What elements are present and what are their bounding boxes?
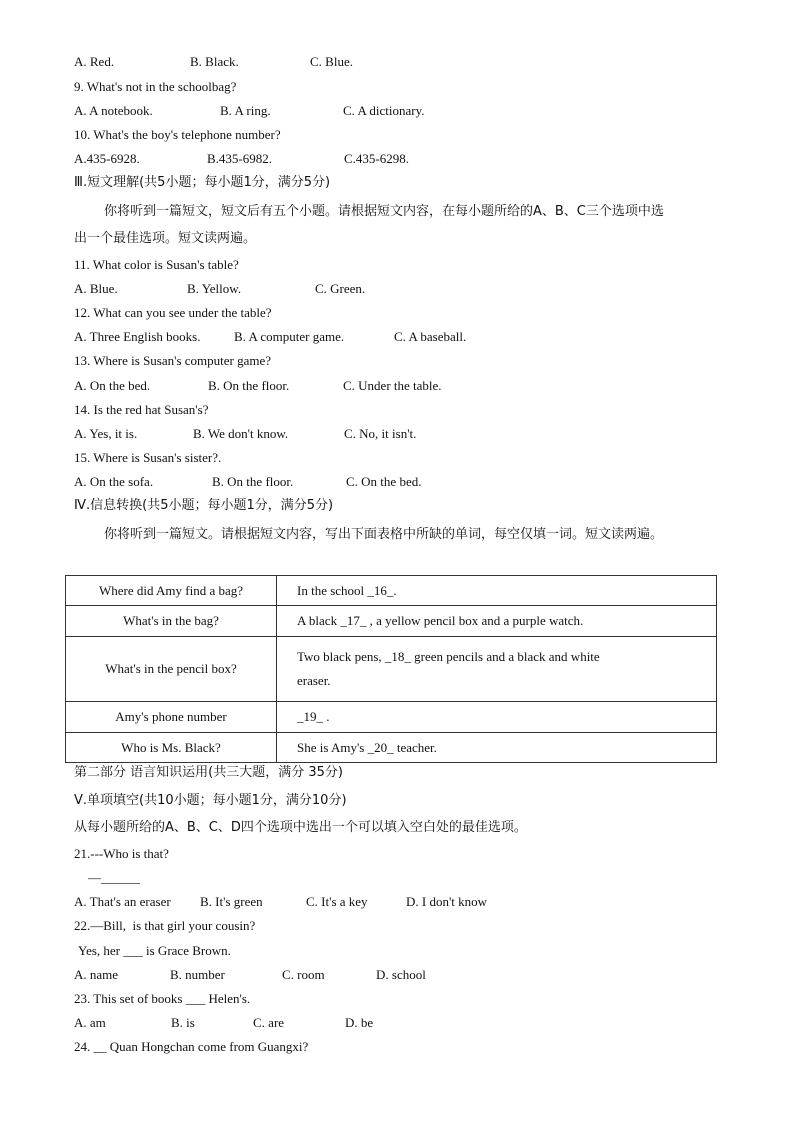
table-answer-line2: eraser. — [297, 673, 331, 688]
question-22: 22.—Bill, is that girl your cousin? — [74, 918, 256, 933]
q21-option-a: A. That's an eraser — [74, 894, 171, 909]
q13-option-c: C. Under the table. — [343, 378, 442, 393]
question-22-reply: Yes, her ___ is Grace Brown. — [78, 943, 231, 958]
q9-option-c: C. A dictionary. — [343, 103, 425, 118]
question-21: 21.---Who is that? — [74, 846, 169, 861]
table-answer-cell: A black _17_ , a yellow pencil box and a purple watch. — [277, 606, 717, 637]
section-4-instruction: 你将听到一篇短文。请根据短文内容，写出下面表格中所缺的单词，每空仅填一词。短文读两遍。 — [104, 527, 664, 542]
q14-option-a: A. Yes, it is. — [74, 426, 138, 441]
q12-option-c: C. A baseball. — [394, 329, 467, 344]
q11-option-b: B. Yellow. — [187, 281, 242, 296]
section-3-heading: Ⅲ.短文理解(共5小题；每小题1分，满分5分) — [74, 175, 331, 190]
table-row — [66, 733, 717, 763]
table-row — [66, 606, 717, 637]
question-10: 10. What's the boy's telephone number? — [74, 127, 281, 142]
table-row — [66, 637, 717, 702]
table-question-cell: Who is Ms. Black? — [66, 733, 277, 763]
q10-option-b: B.435-6982. — [207, 151, 272, 166]
q12-option-b: B. A computer game. — [234, 329, 345, 344]
option-a: A. Red. — [74, 54, 115, 69]
q14-option-b: B. We don't know. — [193, 426, 289, 441]
question-12: 12. What can you see under the table? — [74, 305, 272, 320]
info-table — [65, 575, 717, 763]
question-21-reply: —______ — [88, 870, 140, 885]
table-row — [66, 702, 717, 733]
question-23: 23. This set of books ___ Helen's. — [74, 991, 251, 1006]
section-5-heading: Ⅴ.单项填空(共10小题；每小题1分，满分10分) — [74, 793, 347, 808]
q15-option-b: B. On the floor. — [212, 474, 294, 489]
q14-option-c: C. No, it isn't. — [344, 426, 417, 441]
question-15: 15. Where is Susan's sister?. — [74, 450, 222, 465]
question-9: 9. What's not in the schoolbag? — [74, 79, 237, 94]
q15-option-c: C. On the bed. — [346, 474, 422, 489]
q9-option-a: A. A notebook. — [74, 103, 153, 118]
q11-option-a: A. Blue. — [74, 281, 118, 296]
table-question-cell: What's in the bag? — [66, 606, 277, 637]
q10-option-a: A.435-6928. — [74, 151, 140, 166]
q23-option-d: D. be — [345, 1015, 374, 1030]
q21-option-c: C. It's a key — [306, 894, 368, 909]
q13-option-a: A. On the bed. — [74, 378, 151, 393]
section-3-instruction-line2: 出一个最佳选项。短文读两遍。 — [74, 231, 257, 246]
table-answer-cell: In the school _16_. — [277, 576, 717, 606]
table-answer-cell: She is Amy's _20_ teacher. — [277, 733, 717, 763]
q10-option-c: C.435-6298. — [344, 151, 409, 166]
section-3-instruction-line1: 你将听到一篇短文，短文后有五个小题。请根据短文内容，在每小题所给的A、B、C三个选项中选 — [104, 204, 664, 219]
question-24: 24. __ Quan Hongchan come from Guangxi? — [74, 1039, 309, 1054]
question-13: 13. Where is Susan's computer game? — [74, 353, 272, 368]
section-4-heading: Ⅳ.信息转换(共5小题；每小题1分，满分5分) — [74, 498, 334, 513]
q15-option-a: A. On the sofa. — [74, 474, 154, 489]
option-c: C. Blue. — [310, 54, 353, 69]
q9-option-b: B. A ring. — [220, 103, 271, 118]
question-14: 14. Is the red hat Susan's? — [74, 402, 209, 417]
q22-option-c: C. room — [282, 967, 325, 982]
table-row — [66, 576, 717, 606]
table-question-cell: Amy's phone number — [66, 702, 277, 733]
q23-option-a: A. am — [74, 1015, 106, 1030]
q22-option-b: B. number — [170, 967, 225, 982]
option-b: B. Black. — [190, 54, 239, 69]
table-question-cell: Where did Amy find a bag? — [66, 576, 277, 606]
table-question-cell: What's in the pencil box? — [66, 637, 277, 702]
q23-option-c: C. are — [253, 1015, 285, 1030]
q11-option-c: C. Green. — [315, 281, 366, 296]
question-11: 11. What color is Susan's table? — [74, 257, 239, 272]
part-2-heading: 第二部分 语言知识运用(共三大题，满分 35分) — [74, 765, 343, 780]
q22-option-d: D. school — [376, 967, 426, 982]
q21-option-b: B. It's green — [200, 894, 263, 909]
section-5-instruction: 从每小题所给的A、B、C、D四个选项中选出一个可以填入空白处的最佳选项。 — [74, 820, 527, 835]
q21-option-d: D. I don't know — [406, 894, 488, 909]
table-answer-cell: _19_ . — [277, 702, 717, 733]
q23-option-b: B. is — [171, 1015, 195, 1030]
table-answer-cell — [277, 637, 717, 702]
table-answer-line1: Two black pens, _18_ green pencils and a black and white — [297, 649, 600, 664]
q13-option-b: B. On the floor. — [208, 378, 290, 393]
q12-option-a: A. Three English books. — [74, 329, 201, 344]
q22-option-a: A. name — [74, 967, 119, 982]
